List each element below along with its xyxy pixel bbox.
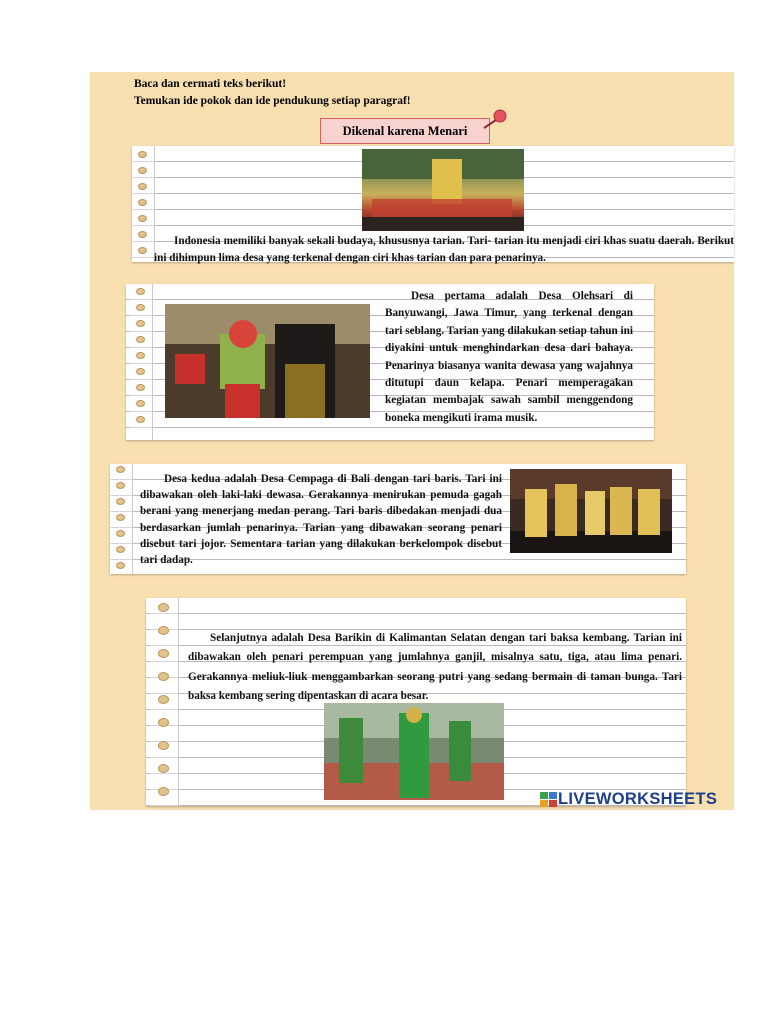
title-banner bbox=[320, 118, 490, 144]
paragraph-barikin: Selanjutnya adalah Desa Barikin di Kalimantan Selatan dengan tari baksa kembang. Tarian ini dibawakan oleh penari perempuan yang jumlahnya ganjil, misalnya satu, tiga, atau lima penari. Gerakannya meliuk-liuk menggambarkan seorang putri yang sedang bermain di taman bunga. Tari baksa kembang sering dipentaskan di acara besar. bbox=[188, 632, 682, 703]
photo-tari-baksa-kembang bbox=[324, 703, 504, 800]
pushpin-icon bbox=[478, 108, 508, 132]
ring-binder bbox=[150, 598, 179, 806]
instruction-line-1: Baca dan cermati teks berikut! bbox=[134, 78, 287, 90]
paragraph-cempaga: Desa kedua adalah Desa Cempaga di Bali dengan tari baris. Tari ini dibawakan oleh laki-laki dewasa. Gerakannya menirukan pemuda gagah berani yang menerjang medan perang. Tari baris dibedakan menjadi dua berdasarkan jumlah penarinya. Tarian yang dibawakan seorang penari disebut tari jojor. Sementara tarian yang dilakukan berkelompok disebut tari dadap. bbox=[140, 473, 502, 567]
ring-binder bbox=[132, 146, 155, 262]
liveworksheets-logo bbox=[540, 790, 717, 809]
ring-binder bbox=[130, 284, 153, 440]
instruction-line-2: Temukan ide pokok dan ide pendukung setiap paragraf! bbox=[134, 95, 411, 107]
photo-tari-baris bbox=[510, 469, 672, 553]
liveworksheets-logo-icon bbox=[540, 792, 558, 808]
photo-tari-seblang bbox=[165, 304, 370, 418]
photo-dance-parade bbox=[362, 149, 524, 231]
paragraph-olehsari: Desa pertama adalah Desa Olehsari di Banyuwangi, Jawa Timur, yang terkenal dengan tari seblang. Tarian yang dilakukan setiap tahun ini diyakini untuk menghindarkan desa dari bahaya. Penarinya biasanya wanita dewasa yang wajahnya ditutupi daun kelapa. Penari memperagakan kegiatan membajak sawah sambil menggendong boneka mengikuti irama musik. bbox=[385, 290, 633, 424]
logo-text: LIVEWORKSHEETS bbox=[558, 790, 718, 808]
paragraph-intro: Indonesia memiliki banyak sekali budaya, khususnya tarian. Tari- tarian itu menjadi ciri khas suatu daerah. Berikut ini dihimpun lima desa yang terkenal dengan ciri khas tarian dan para penarinya. bbox=[154, 235, 734, 265]
ring-binder bbox=[110, 464, 133, 574]
page-title: Dikenal karena Menari bbox=[342, 123, 468, 138]
